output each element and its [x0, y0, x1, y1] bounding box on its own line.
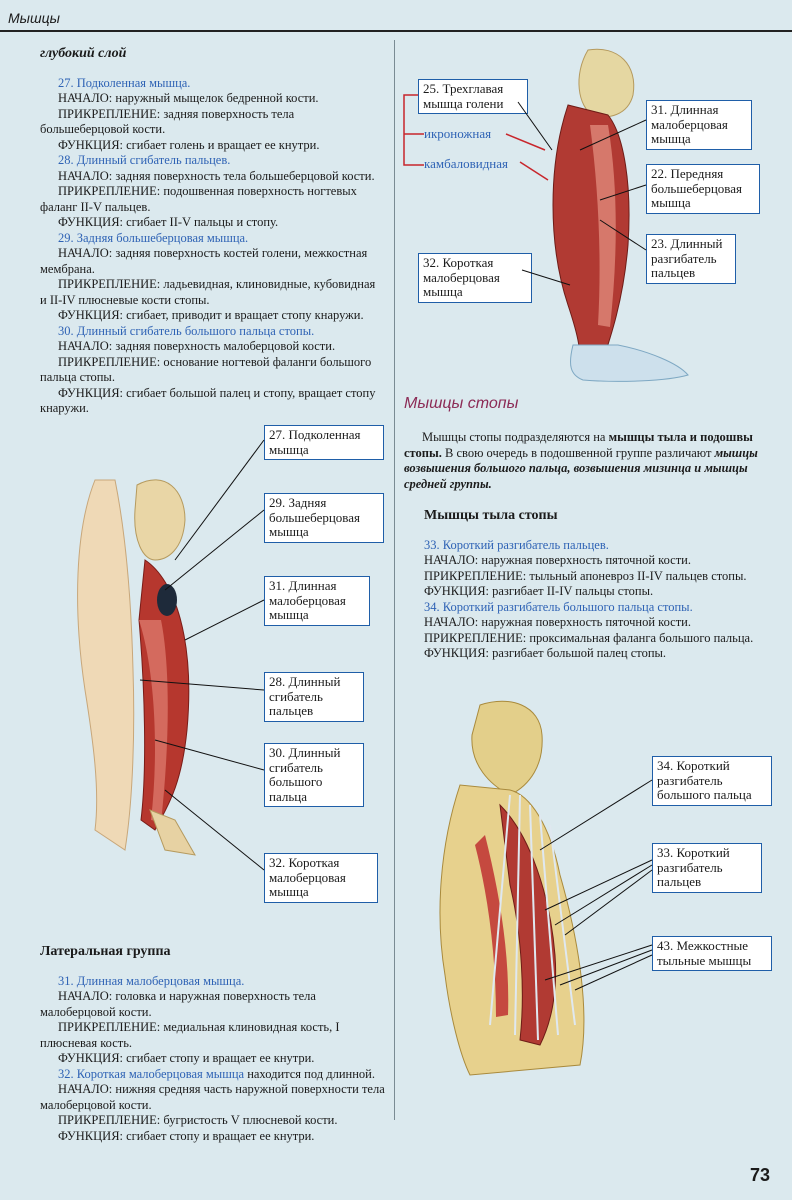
text-line: ПРИКРЕПЛЕНИЕ: задняя поверхность тела большеберцовой кости.	[40, 106, 295, 136]
text-line: ФУНКЦИЯ: сгибает голень и вращает ее кнутри.	[58, 137, 320, 152]
text-line: 33. Короткий разгибатель пальцев.	[424, 537, 609, 552]
text-line: ФУНКЦИЯ: сгибает II-V пальцы и стопу.	[58, 215, 279, 229]
label-22-tibialis-anterior: 22. Передняя большеберцовая мышца	[646, 164, 760, 214]
text-line: НАЧАЛО: задняя поверхность тела большеберцовой кости.	[58, 168, 375, 183]
text-line: ПРИКРЕПЛЕНИЕ: основание ногтевой фаланги большого пальца стопы.	[40, 354, 372, 384]
label-33-extensor-digitorum-brevis: 33. Короткий разгибатель пальцев	[652, 843, 762, 893]
text-line: ПРИКРЕПЛЕНИЕ: бугристость V плюсневой кости.	[58, 1113, 338, 1127]
label-32-peroneus-brevis: 32. Короткая малоберцовая мышца	[264, 853, 378, 903]
label-32-peroneus-brevis-right: 32. Короткая малоберцовая мышца	[418, 253, 532, 303]
text-line: НАЧАЛО: наружный мыщелок бедренной кости.	[58, 91, 319, 105]
text-line: ФУНКЦИЯ: разгибает большой палец стопы.	[424, 646, 667, 660]
label-43-dorsal-interossei: 43. Межкостные тыльные мышцы	[652, 936, 772, 971]
text-line: ФУНКЦИЯ: сгибает, приводит и вращает стопу кнаружи.	[58, 308, 364, 322]
subheading-deep-layer: глубокий слой	[40, 46, 127, 61]
foot-intro-paragraph: Мышцы стопы подразделяются на мышцы тыла и подошвы стопы. В свою очередь в подошвенной группе различают мышцы возвышения большого пальца, возвышения мизинца и мышцы средней группы.	[404, 430, 758, 491]
text-line: 34. Короткий разгибатель большого пальца стопы.	[424, 599, 693, 614]
text-line: ПРИКРЕПЛЕНИЕ: проксимальная фаланга большого пальца.	[424, 630, 754, 645]
text-line: ФУНКЦИЯ: сгибает большой палец и стопу, вращает стопу кнаружи.	[40, 385, 376, 415]
text-line: ПРИКРЕПЛЕНИЕ: ладьевидная, клиновидные, кубовидная и II-IV плюсневые кости стопы.	[40, 277, 376, 307]
text-line: 29. Задняя большеберцовая мышца.	[58, 230, 249, 245]
label-34-extensor-hallucis-brevis: 34. Короткий разгибатель большого пальца	[652, 756, 772, 806]
section-title-foot-muscles: Мышцы стопы	[404, 395, 519, 412]
page-number: 73	[749, 1165, 770, 1185]
label-29-tibialis-posterior: 29. Задняя большеберцовая мышца	[264, 493, 384, 543]
label-31-peroneus-longus-right: 31. Длинная малоберцовая мышца	[646, 100, 752, 150]
text-line: НАЧАЛО: наружная поверхность пяточной кости.	[424, 553, 691, 567]
text-line: ПРИКРЕПЛЕНИЕ: тыльный апоневроз II-IV пальцев стопы.	[424, 568, 747, 583]
label-28-flexor-digitorum-longus: 28. Длинный сгибатель пальцев	[264, 672, 364, 722]
page-header-title: Мышцы	[8, 10, 60, 26]
text-line: 27. Подколенная мышца.	[58, 75, 191, 90]
text-line: ПРИКРЕПЛЕНИЕ: подошвенная поверхность ногтевых фаланг II-V пальцев.	[40, 184, 357, 214]
text-line: ФУНКЦИЯ: сгибает стопу и вращает ее кнутри.	[58, 1128, 315, 1143]
label-27-popliteus: 27. Подколенная мышца	[264, 425, 384, 460]
label-30-flexor-hallucis-longus: 30. Длинный сгибатель большого пальца	[264, 743, 364, 807]
text-line: НАЧАЛО: головка и наружная поверхность тела малоберцовой кости.	[40, 989, 316, 1019]
text-line: 30. Длинный сгибатель большого пальца стопы.	[58, 323, 315, 338]
text-line: НАЧАЛО: задняя поверхность костей голени, межкостная мембрана.	[40, 246, 368, 276]
heading-dorsum-foot: Мышцы тыла стопы	[424, 508, 558, 523]
text-line: ПРИКРЕПЛЕНИЕ: медиальная клиновидная кость, I плюсневая кость.	[40, 1020, 340, 1050]
heading-lateral-group: Латеральная группа	[40, 944, 171, 959]
label-23-extensor-digitorum-longus: 23. Длинный разгибатель пальцев	[646, 234, 736, 284]
text-line: ФУНКЦИЯ: разгибает II-IV пальцы стопы.	[424, 584, 654, 598]
text-line: НАЧАЛО: задняя поверхность малоберцовой кости.	[58, 339, 336, 353]
text-line: 31. Длинная малоберцовая мышца.	[58, 973, 245, 988]
text-line: НАЧАЛО: нижняя средняя часть наружной поверхности тела малоберцовой кости.	[40, 1082, 385, 1112]
text-line: НАЧАЛО: наружная поверхность пяточной кости.	[424, 615, 691, 629]
label-soleus: камбаловидная	[424, 156, 509, 171]
text-line: ФУНКЦИЯ: сгибает стопу и вращает ее кнутри.	[58, 1051, 315, 1065]
label-31-peroneus-longus: 31. Длинная малоберцовая мышца	[264, 576, 370, 626]
line-32-intro: 32. Короткая малоберцовая мышца находится под длинной.	[58, 1066, 375, 1081]
text-line: 28. Длинный сгибатель пальцев.	[58, 153, 231, 167]
label-25-triceps-surae: 25. Трехглавая мышца голени	[418, 79, 528, 114]
label-gastrocnemius: икроножная	[424, 126, 492, 141]
